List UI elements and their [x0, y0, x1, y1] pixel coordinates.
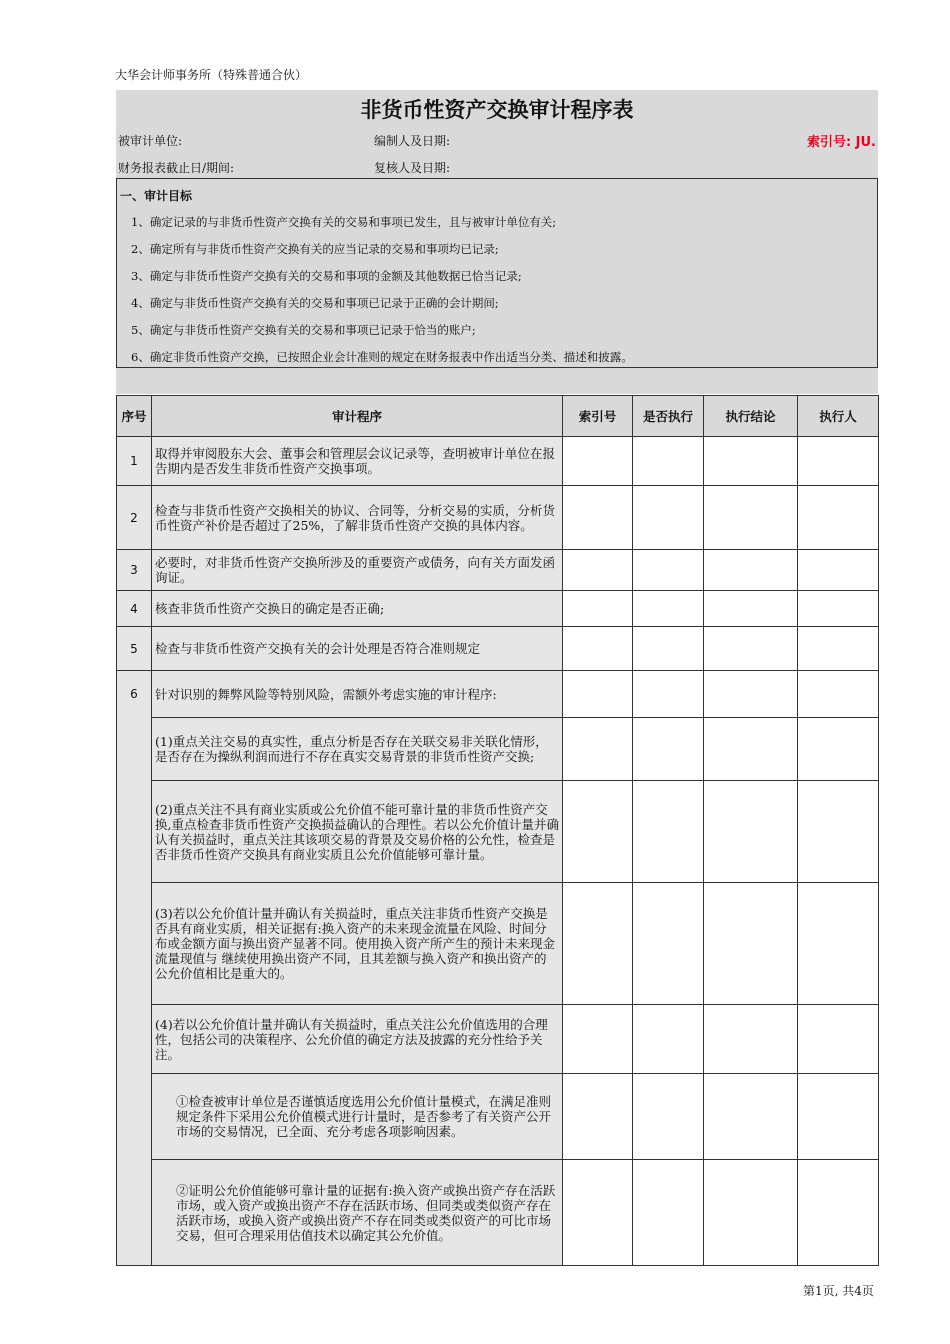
index-cell[interactable]	[563, 781, 633, 883]
procedure-text: 核查非货币性资产交换日的确定是否正确;	[152, 591, 563, 627]
procedure-text: (3)若以公允价值计量并确认有关损益时，重点关注非货币性资产交换是否具有商业实质，相关证据有:换入资产的未来现金流量在风险、时间分布或金额方面与换出资产显著不同。使用换入资产所产生的预计未来现金流量现值与 继续使用换出资产不同，且其差额与换入资产和换出资产的 公允价值相比是重大的。	[152, 883, 563, 1005]
procedure-text: ①检查被审计单位是否谨慎适度选用公允价值计量模式，在满足准则规定条件下采用公允价值模式进行计量时，是否参考了有关资产公开市场的交易情况，已全面、充分考虑各项影响因素。	[152, 1074, 563, 1160]
conclusion-cell[interactable]	[704, 718, 798, 781]
executed-cell[interactable]	[633, 718, 704, 781]
index-cell[interactable]	[563, 718, 633, 781]
procedure-text: (1)重点关注交易的真实性，重点分析是否存在关联交易非关联化情形，是否存在为操纵利润而进行不存在真实交易背景的非货币性资产交换;	[152, 718, 563, 781]
executed-cell[interactable]	[633, 671, 704, 718]
conclusion-cell[interactable]	[704, 437, 798, 486]
executed-cell[interactable]	[633, 1160, 704, 1266]
conclusion-cell[interactable]	[704, 1160, 798, 1266]
header-block	[116, 90, 878, 178]
executor-cell[interactable]	[798, 627, 879, 671]
table-row	[117, 591, 879, 627]
row-number: 1	[117, 437, 152, 486]
table-row	[117, 550, 879, 591]
index-cell[interactable]	[563, 883, 633, 1005]
objective-item: 2、确定所有与非货币性资产交换有关的应当记录的交易和事项均已记录;	[131, 242, 499, 256]
procedure-text: 检查与非货币性资产交换相关的协议、合同等，分析交易的实质，分析货币性资产补价是否超过了25%，了解非货币性资产交换的具体内容。	[152, 486, 563, 550]
index-cell[interactable]	[563, 486, 633, 550]
conclusion-cell[interactable]	[704, 1005, 798, 1074]
procedure-text: (4)若以公允价值计量并确认有关损益时，重点关注公允价值选用的合理性，包括公司的决策程序、公允价值的确定方法及披露的充分性给予关注。	[152, 1005, 563, 1074]
table-row	[117, 1074, 879, 1160]
table-row	[117, 883, 879, 1005]
index-cell[interactable]	[563, 591, 633, 627]
index-cell[interactable]	[563, 1074, 633, 1160]
executor-cell[interactable]	[798, 1074, 879, 1160]
row-number: 6	[117, 671, 152, 1266]
executed-cell[interactable]	[633, 781, 704, 883]
firm-name: 大华会计师事务所（特殊普通合伙）	[115, 68, 308, 82]
executor-cell[interactable]	[798, 671, 879, 718]
index-cell[interactable]	[563, 1160, 633, 1266]
table-header-row	[117, 396, 879, 437]
conclusion-cell[interactable]	[704, 671, 798, 718]
audit-objectives	[116, 178, 878, 368]
procedure-text: (2)重点关注不具有商业实质或公允价值不能可靠计量的非货币性资产交换,重点检查非货币性资产交换损益确认的合理性。若以公允价值计量并确认有关损益时，重点关注其该项交易的背景及交易价格的公允性，检查是否非货币性资产交换具有商业实质且公允价值能够可靠计量。	[152, 781, 563, 883]
executor-cell[interactable]	[798, 883, 879, 1005]
procedure-text: ②证明公允价值能够可靠计量的证据有:换入资产或换出资产存在活跃市场，或入资产或换出资产不存在活跃市场、但同类或类似资产存在活跃市场，或换入资产或换出资产不存在同类或类似资产的可比市场交易，但可合理采用估值技术以确定其公允价值。	[152, 1160, 563, 1266]
reviewer-label: 复核人及日期:	[374, 161, 451, 175]
executor-cell[interactable]	[798, 1160, 879, 1266]
table-row	[117, 1005, 879, 1074]
executor-cell[interactable]	[798, 1005, 879, 1074]
procedure-text: 取得并审阅股东大会、董事会和管理层会议记录等，查明被审计单位在报告期内是否发生非货币性资产交换事项。	[152, 437, 563, 486]
conclusion-cell[interactable]	[704, 550, 798, 591]
procedure-text: 检查与非货币性资产交换有关的会计处理是否符合准则规定	[152, 627, 563, 671]
procedure-text: 针对识别的舞弊风险等特别风险，需额外考虑实施的审计程序:	[152, 671, 563, 718]
index-cell[interactable]	[563, 437, 633, 486]
executed-cell[interactable]	[633, 627, 704, 671]
audited-unit-label: 被审计单位:	[118, 134, 183, 148]
column-header-no: 序号	[117, 396, 152, 437]
executed-cell[interactable]	[633, 1074, 704, 1160]
procedure-text: 必要时，对非货币性资产交换所涉及的重要资产或债务，向有关方面发函询证。	[152, 550, 563, 591]
procedure-table	[116, 395, 879, 1266]
conclusion-cell[interactable]	[704, 1074, 798, 1160]
conclusion-cell[interactable]	[704, 627, 798, 671]
index-cell[interactable]	[563, 671, 633, 718]
executed-cell[interactable]	[633, 486, 704, 550]
executed-cell[interactable]	[633, 591, 704, 627]
conclusion-cell[interactable]	[704, 781, 798, 883]
column-header-executor: 执行人	[798, 396, 879, 437]
page-title: 非货币性资产交换审计程序表	[360, 98, 634, 122]
objective-item: 3、确定与非货币性资产交换有关的交易和事项的金额及其他数据已恰当记录;	[131, 269, 522, 283]
executor-cell[interactable]	[798, 718, 879, 781]
table-row	[117, 627, 879, 671]
spacer-band	[116, 368, 878, 394]
executed-cell[interactable]	[633, 883, 704, 1005]
page-footer: 第1页, 共4页	[803, 1284, 874, 1298]
period-label: 财务报表截止日/期间:	[118, 161, 235, 175]
column-header-conclusion: 执行结论	[704, 396, 798, 437]
executed-cell[interactable]	[633, 437, 704, 486]
executed-cell[interactable]	[633, 1005, 704, 1074]
objective-item: 1、确定记录的与非货币性资产交换有关的交易和事项已发生，且与被审计单位有关;	[131, 215, 557, 229]
objective-item: 4、确定与非货币性资产交换有关的交易和事项已记录于正确的会计期间;	[131, 296, 499, 310]
preparer-label: 编制人及日期:	[374, 134, 451, 148]
row-number: 5	[117, 627, 152, 671]
executor-cell[interactable]	[798, 591, 879, 627]
index-cell[interactable]	[563, 1005, 633, 1074]
column-header-index: 索引号	[563, 396, 633, 437]
column-header-executed: 是否执行	[633, 396, 704, 437]
row-number: 2	[117, 486, 152, 550]
table-row	[117, 718, 879, 781]
row-number: 4	[117, 591, 152, 627]
row-number: 3	[117, 550, 152, 591]
executor-cell[interactable]	[798, 550, 879, 591]
executor-cell[interactable]	[798, 486, 879, 550]
table-row	[117, 781, 879, 883]
index-cell[interactable]	[563, 627, 633, 671]
executor-cell[interactable]	[798, 781, 879, 883]
objectives-heading: 一、审计目标	[120, 189, 193, 203]
executed-cell[interactable]	[633, 550, 704, 591]
objective-item: 5、确定与非货币性资产交换有关的交易和事项已记录于恰当的账户;	[131, 323, 476, 337]
column-header-procedure: 审计程序	[152, 396, 563, 437]
table-row	[117, 437, 879, 486]
table-row	[117, 671, 879, 718]
index-cell[interactable]	[563, 550, 633, 591]
conclusion-cell[interactable]	[704, 486, 798, 550]
index-number-label: 索引号: JU.	[806, 135, 876, 150]
table-row	[117, 1160, 879, 1266]
executor-cell[interactable]	[798, 437, 879, 486]
table-row	[117, 486, 879, 550]
conclusion-cell[interactable]	[704, 883, 798, 1005]
conclusion-cell[interactable]	[704, 591, 798, 627]
objective-item: 6、确定非货币性资产交换，已按照企业会计准则的规定在财务报表中作出适当分类、描述和披露。	[131, 350, 633, 364]
